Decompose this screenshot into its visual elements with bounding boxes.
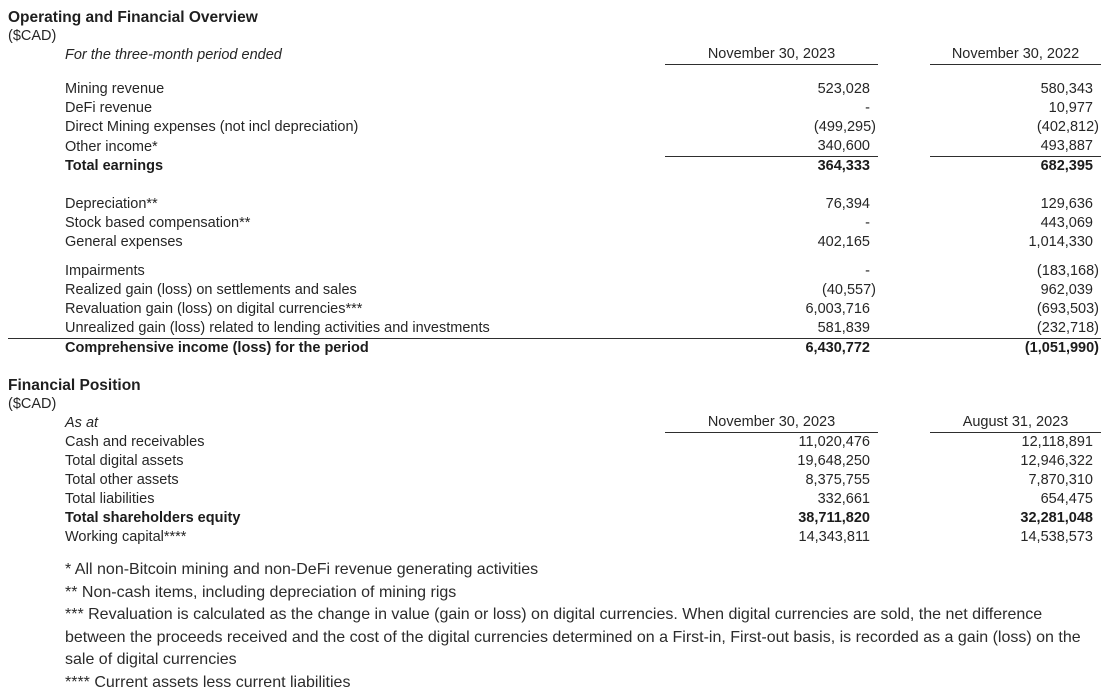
section-title: Operating and Financial Overview xyxy=(8,8,1109,27)
financial-position-table xyxy=(8,413,1101,547)
footnote: * All non-Bitcoin mining and non-DeFi revenue generating activities xyxy=(65,559,1085,582)
value-col2: 443,069 xyxy=(930,214,1101,233)
footnotes-block xyxy=(8,559,1085,694)
row-label: Total liabilities xyxy=(8,490,665,509)
row-label: Total shareholders equity xyxy=(8,509,665,528)
column-header-col1: November 30, 2023 xyxy=(665,45,878,65)
footnote: ** Non-cash items, including depreciation of mining rigs xyxy=(65,582,1085,605)
table-row xyxy=(8,99,1101,118)
row-label: Total earnings xyxy=(8,157,665,177)
value-col1: 19,648,250 xyxy=(665,452,878,471)
table-row xyxy=(8,118,1101,137)
period-label: As at xyxy=(8,413,665,433)
value-col2: 1,014,330 xyxy=(930,233,1101,252)
value-col2: 10,977 xyxy=(930,99,1101,118)
spacer-row xyxy=(8,252,1101,262)
row-label: DeFi revenue xyxy=(8,99,665,118)
value-col2: (232,718) xyxy=(930,319,1101,339)
row-label: Impairments xyxy=(8,262,665,281)
column-header-col1: November 30, 2023 xyxy=(665,413,878,433)
table-row-total xyxy=(8,509,1101,528)
value-col2: 7,870,310 xyxy=(930,471,1101,490)
table-row xyxy=(8,319,1101,339)
row-label: Depreciation** xyxy=(8,195,665,214)
section-financial-position xyxy=(8,376,1109,547)
currency-note: ($CAD) xyxy=(8,395,1109,413)
value-col1: 402,165 xyxy=(665,233,878,252)
row-label: Revaluation gain (loss) on digital currencies*** xyxy=(8,300,665,319)
currency-note: ($CAD) xyxy=(8,27,1109,45)
row-label: Total digital assets xyxy=(8,452,665,471)
value-col2: 129,636 xyxy=(930,195,1101,214)
column-gap xyxy=(878,413,930,433)
value-col2: 580,343 xyxy=(930,80,1101,99)
spacer-row xyxy=(8,65,1101,81)
table-row xyxy=(8,433,1101,453)
value-col2: 682,395 xyxy=(930,157,1101,177)
section-operating-overview xyxy=(8,8,1109,358)
table-row-total xyxy=(8,157,1101,177)
table-row xyxy=(8,214,1101,233)
overview-table xyxy=(8,45,1101,358)
column-header-col2: November 30, 2022 xyxy=(930,45,1101,65)
value-col1: 6,003,716 xyxy=(665,300,878,319)
value-col2: (183,168) xyxy=(930,262,1101,281)
table-row xyxy=(8,452,1101,471)
row-label: Comprehensive income (loss) for the period xyxy=(8,339,665,359)
row-label: Other income* xyxy=(8,137,665,157)
value-col1: 581,839 xyxy=(665,319,878,339)
table-row xyxy=(8,528,1101,547)
table-row xyxy=(8,195,1101,214)
value-col1: 76,394 xyxy=(665,195,878,214)
column-header-col2: August 31, 2023 xyxy=(930,413,1101,433)
value-col1: (499,295) xyxy=(665,118,878,137)
value-col2: 654,475 xyxy=(930,490,1101,509)
value-col2: (1,051,990) xyxy=(930,339,1101,359)
footnote: *** Revaluation is calculated as the change in value (gain or loss) on digital currencies. When digital currencies are sold, the net difference between the proceeds received and the cost of the digital currencies determined on a First-in, First-out basis, is recorded as a gain (loss) on the sale of digital currencies xyxy=(65,604,1085,672)
value-col2: 32,281,048 xyxy=(930,509,1101,528)
row-label: Mining revenue xyxy=(8,80,665,99)
table-header-row xyxy=(8,413,1101,433)
value-col2: 14,538,573 xyxy=(930,528,1101,547)
spacer-row xyxy=(8,176,1101,195)
table-row xyxy=(8,233,1101,252)
row-label: Total other assets xyxy=(8,471,665,490)
value-col2: (402,812) xyxy=(930,118,1101,137)
row-label: Direct Mining expenses (not incl depreciation) xyxy=(8,118,665,137)
value-col1: 523,028 xyxy=(665,80,878,99)
column-gap xyxy=(878,45,930,65)
table-row xyxy=(8,137,1101,157)
value-col1: - xyxy=(665,99,878,118)
value-col2: (693,503) xyxy=(930,300,1101,319)
table-header-row xyxy=(8,45,1101,65)
table-row-total xyxy=(8,339,1101,359)
row-label: Cash and receivables xyxy=(8,433,665,453)
table-row xyxy=(8,262,1101,281)
table-row xyxy=(8,490,1101,509)
row-label: Working capital**** xyxy=(8,528,665,547)
value-col1: - xyxy=(665,262,878,281)
value-col2: 962,039 xyxy=(930,281,1101,300)
row-label: Unrealized gain (loss) related to lending activities and investments xyxy=(8,319,665,339)
value-col1: 14,343,811 xyxy=(665,528,878,547)
row-label: General expenses xyxy=(8,233,665,252)
table-row xyxy=(8,300,1101,319)
value-col1: 11,020,476 xyxy=(665,433,878,453)
value-col1: 6,430,772 xyxy=(665,339,878,359)
table-row xyxy=(8,471,1101,490)
section-title: Financial Position xyxy=(8,376,1109,395)
footnote: **** Current assets less current liabilities xyxy=(65,672,1085,694)
value-col1: (40,557) xyxy=(665,281,878,300)
value-col1: 8,375,755 xyxy=(665,471,878,490)
value-col2: 12,946,322 xyxy=(930,452,1101,471)
value-col2: 493,887 xyxy=(930,137,1101,157)
value-col2: 12,118,891 xyxy=(930,433,1101,453)
table-row xyxy=(8,80,1101,99)
row-label: Realized gain (loss) on settlements and sales xyxy=(8,281,665,300)
value-col1: 364,333 xyxy=(665,157,878,177)
value-col1: 332,661 xyxy=(665,490,878,509)
value-col1: 38,711,820 xyxy=(665,509,878,528)
value-col1: 340,600 xyxy=(665,137,878,157)
period-label: For the three-month period ended xyxy=(8,45,665,65)
table-row xyxy=(8,281,1101,300)
value-col1: - xyxy=(665,214,878,233)
row-label: Stock based compensation** xyxy=(8,214,665,233)
